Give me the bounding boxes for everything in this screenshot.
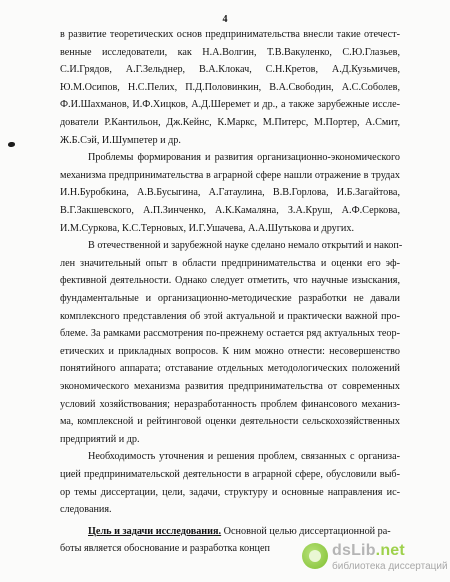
text-line: в развитие теоретических основ предпринимательства внесли такие отечест- (60, 29, 400, 40)
text-line: экономического механизма развития предпринимательства от современных (60, 381, 400, 392)
text-line: следования. (60, 504, 112, 516)
text-line: дователи Р.Кантильон, Дж.Кейнс, К.Маркс, М.Питерс, М.Портер, А.Смит, (60, 117, 400, 128)
text-line: механизма предпринимательства в аграрной сфере нашли отражение в трудах (60, 169, 400, 181)
text-line: условий хозяйствования; неразработанность проблем финансового механиз- (60, 398, 400, 410)
watermark-subtitle: библиотека диссертаций (332, 561, 448, 572)
text-line: предприятий и др. (60, 433, 140, 445)
text-line: ма, комплексной и рейтинговой оценки деятельности сельскохозяйственных (60, 416, 400, 428)
goal-text: Основной целью диссертационной ра- (221, 525, 391, 537)
text-line: ор темы диссертации, цели, задачи, структуру и основные направления ис- (60, 486, 400, 498)
page-number: 4 (222, 14, 228, 25)
text-line: лен значительный опыт в области предпринимательства и оценки его эф- (60, 257, 400, 269)
text-line: фундаментальные и организационно-методические разработки не давали (60, 293, 400, 304)
text-line: блеме. За рамками рассмотрения по-прежнему остается ряд актуальных теор- (60, 328, 400, 340)
text-line: В отечественной и зарубежной науке сделано немало открытий и накоп- (88, 240, 403, 252)
text-line: цией предпринимательской деятельности в аграрной сфере, обусловили выб- (60, 469, 400, 480)
text-line: етических и прикладных вопросов. К ним можно отнести: несовершенство (60, 345, 400, 357)
text-line: боты является обоснование и разработка концеп (60, 543, 270, 555)
text-line: И.Н.Буробкина, А.В.Бусыгина, А.Гатаулина, В.В.Горлова, И.Б.Загайтова, (60, 187, 400, 199)
text-line: понятийного аппарата; отставание отдельных методологических положений (60, 363, 400, 375)
text-line: Ж.Б.Сэй, И.Шумпетер и др. (60, 134, 181, 146)
text-line: Ф.И.Шахманов, И.Ф.Хицков, А.Д.Шеремет и др., а также зарубежные иссле- (60, 99, 400, 111)
text-line: В.Г.Закшевского, А.П.Зинченко, А.К.Камаляна, З.А.Круш, А.Ф.Серкова, (60, 205, 400, 216)
ink-smudge-mark (8, 142, 15, 147)
watermark-title: dsLib.net (332, 542, 405, 559)
text-line: Ю.М.Осипов, Н.С.Пелих, П.Д.Половинкин, В.А.Свободин, А.С.Соболев, (60, 81, 400, 93)
text-line: С.И.Грядов, А.Г.Зельднер, В.А.Клокач, С.Н.Кретов, А.Д.Кузьмичев, (60, 64, 400, 76)
text-line: Необходимость уточнения и решения проблем, связанных с организа- (88, 451, 400, 463)
text-line: И.М.Суркова, К.С.Терновых, И.Г.Ушачева, А.А.Шутькова и других. (60, 222, 355, 234)
dslib-logo-icon (302, 543, 328, 569)
text-line: венные исследователи, как Н.А.Волгин, Т.В.Вакуленко, С.Ю.Глазьев, (60, 46, 400, 58)
dslib-watermark (302, 542, 448, 576)
goal-heading-line (88, 525, 391, 538)
text-line: Проблемы формирования и развития организационно-экономического (88, 152, 400, 164)
text-line: комплексного представления об этой актуальной и практически важной про- (60, 310, 400, 322)
goal-heading: Цель и задачи исследования. (88, 525, 222, 537)
text-line: фективной деятельности. Однако следует отметить, что научные изыскания, (60, 275, 400, 287)
